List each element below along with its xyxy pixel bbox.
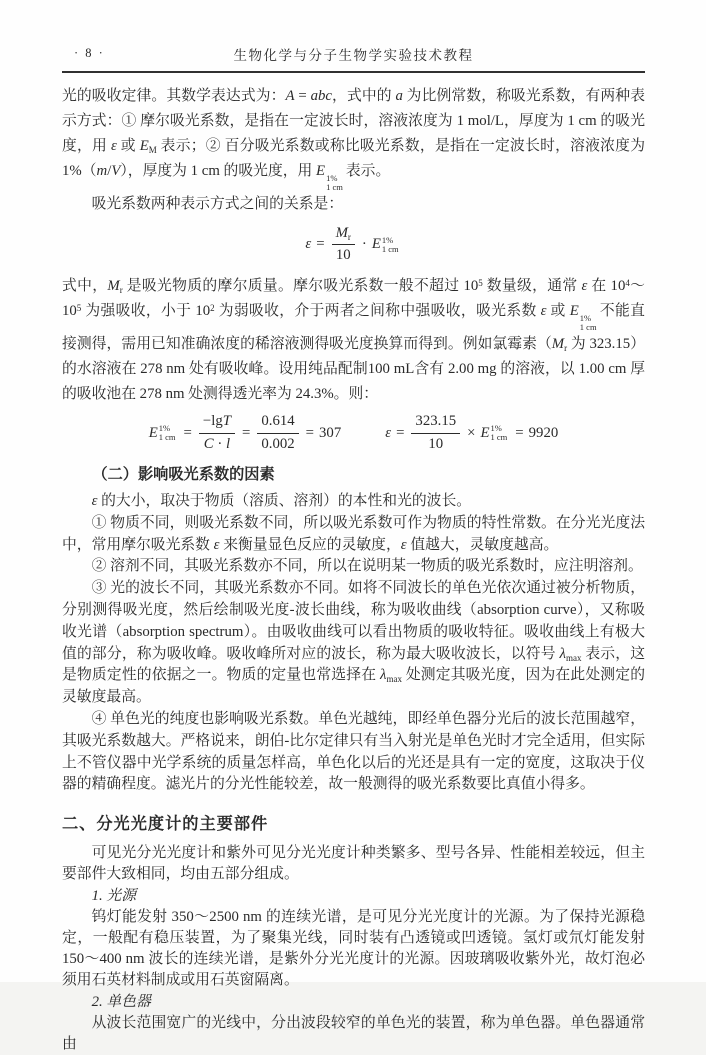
fraction-0614-over-0002	[257, 412, 298, 453]
fraction-numerator: 323.15	[411, 412, 460, 433]
times-sign: ×	[467, 424, 476, 441]
paragraph-monochromator: 从波长范围宽广的光线中，分出波段较窄的单色光的装置，称为单色器。单色器通常由	[62, 1015, 645, 1053]
paragraph-factor-2: ② 溶剂不同，其吸光系数亦不同，所以在说明某一物质的吸光系数时，应注明溶剂。	[91, 558, 643, 575]
var-E: E	[148, 424, 158, 441]
var-E: E	[371, 236, 381, 253]
formula-lhs-epsilon: ε	[305, 236, 312, 253]
paragraph-factor-4: ④ 单色光的纯度也影响吸光系数。单色光越纯，即经单色器分光后的波长范围越窄，其吸光系数越大。严格说来，朗伯-比尔定律只有当入射光是单色光时才完全适用，但实际上不管仪器中光学系统的质量怎样高，单色化以后的光还是具有一定的宽度，这取决于仪器的精确程度。滤光片的分光性能较差，故一般测得的吸光系数要比真值小得多。	[62, 710, 645, 793]
equals-sign: =	[183, 424, 192, 441]
var-M: M	[335, 225, 348, 241]
e-supsub-stack: 1% 1 cm	[158, 423, 176, 443]
heading-main-parts: 二、分光光度计的主要部件	[62, 815, 269, 834]
fraction-mr-over-10	[332, 224, 355, 265]
formula-epsilon-calc	[385, 412, 558, 453]
sub-r: r	[347, 232, 351, 242]
fraction-denominator: 0.002	[261, 435, 295, 452]
var-l: l	[225, 435, 231, 452]
e-1percent-1cm-symbol	[372, 236, 402, 254]
e-1percent-1cm-symbol	[480, 424, 510, 442]
equals-sign: =	[316, 236, 325, 253]
e-supsub-stack: 1% 1 cm	[490, 423, 508, 443]
e-1percent-1cm-symbol	[149, 424, 179, 442]
dot-operator: ·	[361, 236, 367, 253]
heading-factors: （二）影响吸光系数的因素	[92, 465, 275, 483]
e-supsub-stack: 1% 1 cm	[579, 313, 597, 333]
formula-lhs-epsilon: ε	[385, 424, 392, 441]
fraction-numerator	[332, 224, 355, 245]
section-spectrophotometer-parts	[62, 810, 645, 1055]
e-supsub-stack: 1% 1 cm	[381, 234, 399, 254]
subheading-monochromator: 2. 单色器	[91, 993, 151, 1010]
fraction-32315-over-10	[411, 412, 460, 453]
var-E: E	[569, 303, 579, 320]
paragraph-epsilon-depends: ε 的大小，取决于物质（溶质、溶剂）的本性和光的波长。	[91, 492, 472, 509]
section-factors	[62, 463, 645, 796]
running-head-title: 生物化学与分子生物学实验技术教程	[233, 48, 474, 63]
subheading-light-source: 1. 光源	[91, 887, 136, 904]
paragraph-factor-3: ③ 光的波长不同，其吸光系数亦不同。如将不同波长的单色光依次通过被分析物质，分别测得吸光度，然后绘制吸光度-波长曲线，称为吸收曲线（absorption curve），又称吸收光谱（absorption spectrum）。由吸收曲线可以看出物质的吸收特征。吸收曲线上有极大值的部分，称为吸收峰。吸收峰所对应的波长，称为最大吸收波长，以符号 $\lambda_{max}$ 表示，这是物质定性的依据之一。物质的定量也常选择在 $\lambda_{max}$ 处测定其吸光度，因为在此处测定的灵敏度最高。	[62, 580, 646, 706]
fraction-denominator: 10	[335, 247, 351, 264]
paragraph-molar-mass: 式中，$M_r$ 是吸光物质的摩尔质量。摩尔吸光系数一般不超过 $10^5$ 数量级，通常 ε 在 $10^4\sim 10^5$ 为强吸收，小于 $10^2$ 为弱吸收，介于两者之间称中强吸收，吸光系数 ε 或 E 1% 1 cm 不能直接测得，需用已知准确浓度的稀溶液测得吸光度换算而得到。例如氯霉素（$M_r$ 为 323.15）的水溶液在 278 nm 处有吸收峰。设用纯品配制100 mL含有 2.00 mg 的溶液，以 1.00 cm 厚的吸收池在 278 nm 处测得透光率为 24.3%。则：	[62, 278, 645, 403]
e-supsub-stack: 1% 1 cm	[326, 173, 343, 192]
var-E: E	[316, 163, 326, 179]
formula-epsilon-relation	[62, 224, 645, 265]
equals-sign: =	[305, 424, 315, 441]
fraction-denominator: 10	[428, 435, 444, 452]
paragraph-light-source: 钨灯能发射 350～2500 nm 的连续光谱，是可见分光光度计的光源。为了保持光源稳定，一般配有稳压装置，为了聚集光线，同时装有凸透镜或凹透镜。氢灯或氘灯能发射150～400 nm 波长的连续光谱，是紫外分光光度计的光源。因玻璃吸收紫外光，故灯泡必须用石英材料制成或用石英窗隔离。	[62, 909, 645, 988]
paragraph-absorption-law: 光的吸收定律。其数学表达式为：A = abc，式中的 a 为比例常数，称吸光系数，有两种表示方式：① 摩尔吸光系数，是指在一定波长时，溶液浓度为 1 mol/L，厚度为 1 cm 的吸光度，用 ε 或 $E_M$ 表示；② 百分吸光系数或称比吸光系数，是指在一定波长时，溶液浓度为 1%（m/V），厚度为 1 cm 的吸光度，用 E 1% 1 cm 表示。	[62, 88, 646, 192]
equals-sign: =	[242, 424, 251, 441]
formula-e1cm-calc	[149, 412, 341, 453]
paragraph-factor-1: ① 物质不同，则吸光系数不同，所以吸光系数可作为物质的特性常数。在分光光度法中，常用摩尔吸光系数 ε 来衡量显色反应的灵敏度，ε 值越大，灵敏度越高。	[62, 514, 645, 553]
result-9920: 9920	[528, 424, 559, 441]
page-header	[62, 44, 645, 64]
var-E: E	[480, 424, 490, 441]
page-body	[62, 73, 645, 1055]
var-T: T	[222, 413, 231, 430]
paragraph-parts-intro: 可见光分光光度计和紫外可见分光光度计种类繁多、型号各异、性能相差较远，但主要部件大致相同，均由五部分组成。	[62, 845, 645, 882]
formula-example-calculation	[62, 412, 645, 453]
fraction-numerator: −lgT	[199, 412, 235, 433]
equals-sign: =	[515, 424, 524, 441]
page-number: · 8 ·	[74, 46, 105, 60]
var-C: C	[203, 435, 214, 452]
paragraph-relation-intro: 吸光系数两种表示方式之间的关系是：	[91, 196, 344, 212]
fraction-denominator: C · l	[203, 435, 231, 452]
section-absorption-law	[62, 84, 645, 454]
equals-sign: =	[396, 424, 405, 441]
result-307: 307	[319, 424, 342, 441]
fraction-lgT-over-Cl	[199, 412, 235, 453]
fraction-numerator: 0.614	[257, 412, 298, 433]
